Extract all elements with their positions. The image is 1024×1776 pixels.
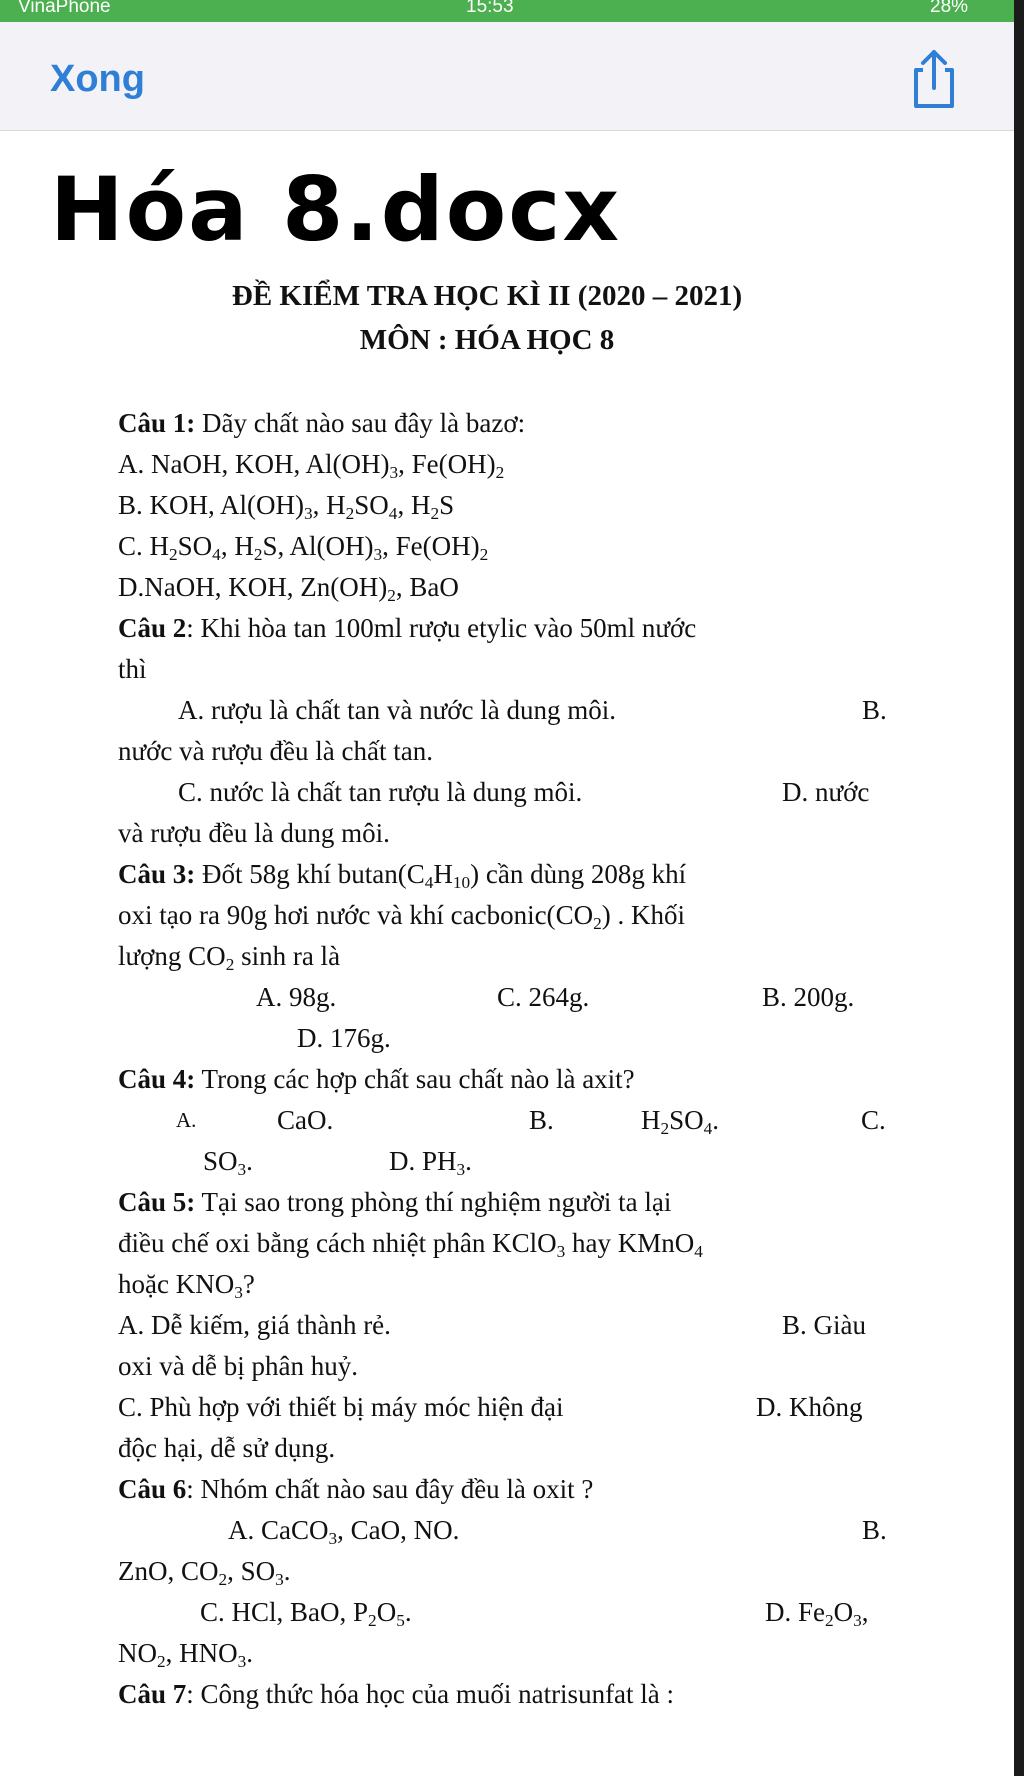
q3-text-a: Đốt 58g khí butan( — [195, 859, 407, 889]
q5-option-d-text: độc hại, dễ sử dụng. — [118, 1433, 336, 1463]
q5-option-d-label: D. Không — [756, 1392, 863, 1422]
q4-option-b-label: B. — [529, 1105, 554, 1135]
q4-text: Trong các hợp chất sau chất nào là axit? — [195, 1064, 635, 1094]
q2-option-d-label: D. nước — [782, 777, 870, 807]
q4-option-c: $SO_3$. — [203, 1146, 253, 1180]
q5-line3-b: ? — [242, 1269, 255, 1299]
q2-option-c: C. nước là chất tan rượu là dung môi. — [178, 777, 583, 807]
q6-label: Câu 6 — [118, 1474, 187, 1504]
q2-option-d-cont — [0, 813, 1014, 854]
q5-line3: hoặc $KNO_3$? — [118, 1269, 255, 1303]
q2-option-d-text: và rượu đều là dung môi. — [118, 818, 390, 848]
q5-options-ab — [0, 1305, 1014, 1346]
q3-label: Câu 3: — [118, 859, 196, 889]
carrier-name: VinaPhone — [18, 0, 111, 17]
exam-title: ĐỀ KIỂM TRA HỌC KÌ II (2020 – 2021) — [231, 280, 743, 312]
q1-option-c: C. $H_2SO_4$, $H_2S$, $Al(OH)_3$, $Fe(OH)_2$ — [118, 531, 489, 565]
q6-option-b-label: B. — [862, 1515, 887, 1545]
q2-label: Câu 2 — [118, 613, 187, 643]
right-gutter — [1014, 0, 1024, 1776]
q3-option-a: A. 98g. — [256, 982, 337, 1012]
q3-options-acb — [0, 977, 1014, 1018]
q2-option-b-text: nước và rượu đều là chất tan. — [118, 736, 433, 766]
q7-line — [0, 1674, 1014, 1715]
document-page — [0, 276, 1014, 1715]
q4-option-d-label: D. — [389, 1146, 422, 1176]
q5-options-cd — [0, 1387, 1014, 1428]
q6-line — [0, 1469, 1014, 1510]
q5-line3-a: hoặc — [118, 1269, 176, 1299]
q4-label: Câu 4: — [118, 1064, 196, 1094]
q3-line: Câu 3: Đốt 58g khí $butan(C_4H_{10})$ cần dùng 208g khí — [118, 859, 687, 893]
q5-option-a: A. Dễ kiếm, giá thành rẻ. — [118, 1310, 391, 1340]
status-time: 15:53 — [466, 0, 514, 17]
q2-option-b-label: B. — [862, 695, 887, 725]
q3-option-d-line — [0, 1018, 1014, 1059]
q1-label: Câu 1: — [118, 408, 196, 438]
q1-option-a: A. NaOH, KOH, $Al(OH)_3$, $Fe(OH)_2$ — [118, 449, 505, 483]
q6-options-cd: C. HCl, BaO, $P_2O_5$. D. $Fe_2O_3$, — [200, 1597, 869, 1631]
q4-option-a: CaO. — [277, 1105, 334, 1135]
q4-options-cd: $SO_3$. D. $PH_3$. — [0, 1141, 1014, 1182]
done-button[interactable]: Xong — [50, 58, 145, 100]
q5-line2-a: điều chế oxi bằng cách nhiệt phân — [118, 1228, 493, 1258]
q3-option-d: D. 176g. — [297, 1023, 391, 1053]
q2-options-ab — [0, 690, 1014, 731]
q1-option-b: B. KOH, $Al(OH)_3$, $H_2SO_4$, $H_2S$ — [118, 490, 455, 524]
q5-line2: điều chế oxi bằng cách nhiệt phân KClO$_3$ hay KMnO$_4$ — [118, 1228, 703, 1262]
q5-option-b-text: oxi và dễ bị phân huỷ. — [118, 1351, 358, 1381]
q3-line2-b: ) . Khối — [601, 900, 685, 930]
q6-text: : Nhóm chất nào sau đây đều là oxit ? — [186, 1474, 594, 1504]
q2-text-cont: thì — [118, 654, 147, 684]
q5-option-b-cont — [0, 1346, 1014, 1387]
q1-line — [0, 403, 1014, 444]
share-button[interactable] — [906, 46, 962, 112]
q6-option-a-label: A. — [228, 1515, 261, 1545]
status-bar — [0, 0, 1014, 22]
q1-text: Dãy chất nào sau đây là bazơ: — [195, 408, 526, 438]
q1-option-d: D.NaOH, KOH, $Zn(OH)_2$, BaO — [118, 572, 459, 606]
q3-line3: lượng $CO_2$ sinh ra là — [118, 941, 341, 975]
q6-option-c-label: C. — [200, 1597, 232, 1627]
q7-label: Câu 7 — [118, 1679, 187, 1709]
q5-line — [0, 1182, 1014, 1223]
share-icon — [906, 46, 962, 112]
q3-line2: oxi tạo ra 90g hơi nước và khí $cacbonic(CO_2)$ . Khối — [118, 900, 685, 934]
q2-options-cd — [0, 772, 1014, 813]
q2-text: : Khi hòa tan 100ml rượu etylic vào 50ml nước — [186, 613, 697, 643]
q6-option-b-cont: ZnO, $CO_2$, $SO_3$. — [118, 1556, 291, 1590]
q5-label: Câu 5: — [118, 1187, 196, 1217]
q6-option-d-cont: $NO_2$, $HNO_3$. — [118, 1638, 254, 1672]
q5-option-b-label: B. Giàu — [782, 1310, 866, 1340]
q5-option-c: C. Phù hợp với thiết bị máy móc hiện đại — [118, 1392, 564, 1422]
q3-line3-b: sinh ra là — [234, 941, 341, 971]
subject-title: MÔN : HÓA HỌC 8 — [359, 324, 615, 356]
q5-line2-b: hay — [565, 1228, 618, 1258]
q6-option-d-label: D. — [765, 1597, 798, 1627]
q6-options-ab: A. CaCO$_3$, CaO, NO. B. — [0, 1510, 1014, 1551]
q2-option-b-cont — [0, 731, 1014, 772]
q2-option-a: A. rượu là chất tan và nước là dung môi. — [178, 695, 616, 725]
q3-option-b: B. 200g. — [762, 982, 855, 1012]
q3-text-b: ) cần dùng 208g khí — [470, 859, 687, 889]
q3-line2-a: oxi tạo ra 90g hơi nước và khí cacbonic( — [118, 900, 556, 930]
q7-text: : Công thức hóa học của muối natrisunfat là : — [186, 1679, 675, 1709]
q4-option-b: $H_2SO_4$. — [641, 1105, 720, 1139]
q3-option-c: C. 264g. — [497, 982, 590, 1012]
q2-line — [0, 608, 1014, 649]
q4-option-a-label: A. — [176, 1108, 197, 1132]
q3-line3-a: lượng — [118, 941, 189, 971]
q5-option-d-cont — [0, 1428, 1014, 1469]
q4-option-c-label: C. — [861, 1105, 886, 1135]
q2-line-cont — [0, 649, 1014, 690]
document-filename: Hóa 8.docx — [50, 158, 622, 261]
battery-percent: 28% — [930, 0, 969, 17]
q4-options-abc — [0, 1100, 1014, 1141]
viewer-toolbar — [0, 22, 1014, 131]
q5-text: Tại sao trong phòng thí nghiệm người ta lại — [195, 1187, 672, 1217]
q4-line — [0, 1059, 1014, 1100]
